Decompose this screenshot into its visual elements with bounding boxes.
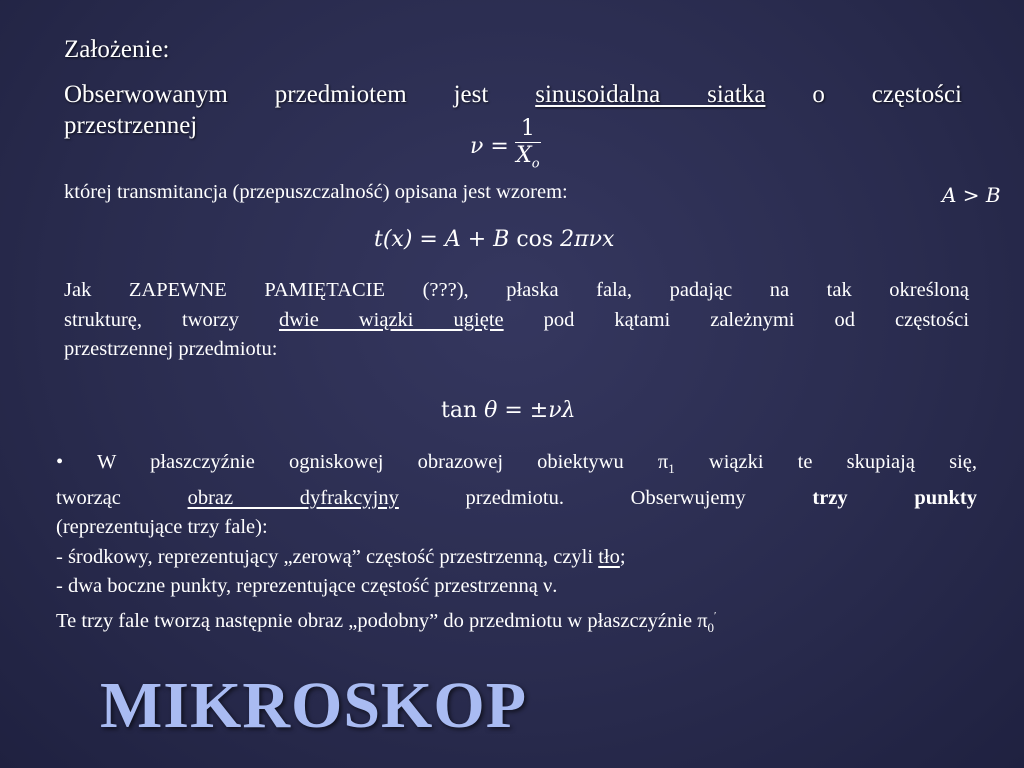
fraction-denominator — [516, 143, 540, 177]
paragraph-line — [64, 306, 969, 336]
paragraph-text-part: strukturę, tworzy — [64, 308, 239, 331]
condition-formula: A > B — [942, 183, 1001, 207]
formula-part: θ = ±νλ — [484, 398, 576, 423]
diffraction-paragraph — [64, 276, 969, 365]
denominator-subscript: o — [531, 156, 540, 172]
bullet-text: wiązki te skupiają się, — [708, 451, 978, 473]
bullet-text: W płaszczyźnie ogniskowej obrazowej obiektywu π — [96, 451, 669, 473]
bullet-text: ; — [619, 545, 626, 568]
paragraph-text-part: pod kątami zależnymi od częstości — [543, 308, 970, 331]
underlined-term: obraz dyfrakcyjny — [187, 486, 399, 509]
bullet-text: Te trzy fale tworzą następnie obraz „podobny” do przedmiotu w płaszczyźnie π — [56, 609, 708, 632]
intro-line-1 — [64, 79, 962, 110]
subscript: 1 — [668, 461, 675, 477]
underlined-term: dwie wiązki ugięte — [278, 308, 504, 331]
underlined-term: tło — [598, 545, 620, 568]
bullet-text: przedmiotu. Obserwujemy — [465, 486, 746, 509]
formula-function: cos — [516, 227, 554, 252]
formula-function: tan — [441, 398, 478, 423]
bullet-line: - dwa boczne punkty, reprezentujące częstość przestrzenną ν. — [56, 575, 558, 598]
formula-tan — [441, 398, 576, 423]
bullet-line — [56, 448, 977, 484]
intro-text-part: Obserwowanym przedmiotem jest — [64, 81, 489, 108]
subscript: 0 — [707, 619, 715, 635]
transmission-text: której transmitancja (przepuszczalność) opisana jest wzorem: — [64, 181, 568, 203]
bullet-text-part — [96, 451, 675, 477]
fraction — [515, 116, 541, 177]
denominator-symbol: X — [516, 143, 532, 168]
formula-lhs: ν = — [470, 134, 509, 160]
bullet-line — [56, 543, 977, 573]
bullet-text: tworząc — [56, 486, 121, 509]
paragraph-line: Jak ZAPEWNE PAMIĘTACIE (???), płaska fala, padając na tak określoną — [64, 279, 969, 301]
formula-nu — [470, 116, 541, 177]
formula-part: t(x) = A + B — [374, 227, 510, 252]
paragraph-line: przestrzennej przedmiotu: — [64, 338, 278, 360]
bullet-line — [56, 484, 977, 514]
intro-line-2: przestrzennej — [64, 112, 198, 139]
underlined-term: sinusoidalna siatka — [535, 81, 766, 108]
bold-term: trzy punkty — [812, 486, 978, 509]
slide-title: MIKROSKOP — [100, 669, 528, 742]
bullet-section — [56, 448, 977, 642]
formula-part: 2πνx — [560, 227, 615, 252]
bullet-text: - środkowy, reprezentujący „zerową” częstość przestrzenną, czyli — [56, 545, 594, 568]
intro-text-part: o częstości — [812, 81, 963, 108]
formula-transmittance — [374, 227, 614, 252]
fraction-numerator: 1 — [515, 116, 541, 143]
bullet-line: (reprezentujące trzy fale): — [56, 516, 268, 539]
bullet-marker: • — [56, 451, 64, 473]
superscript: ′ — [714, 609, 717, 622]
bullet-line — [56, 602, 977, 642]
heading: Założenie: — [64, 36, 170, 63]
